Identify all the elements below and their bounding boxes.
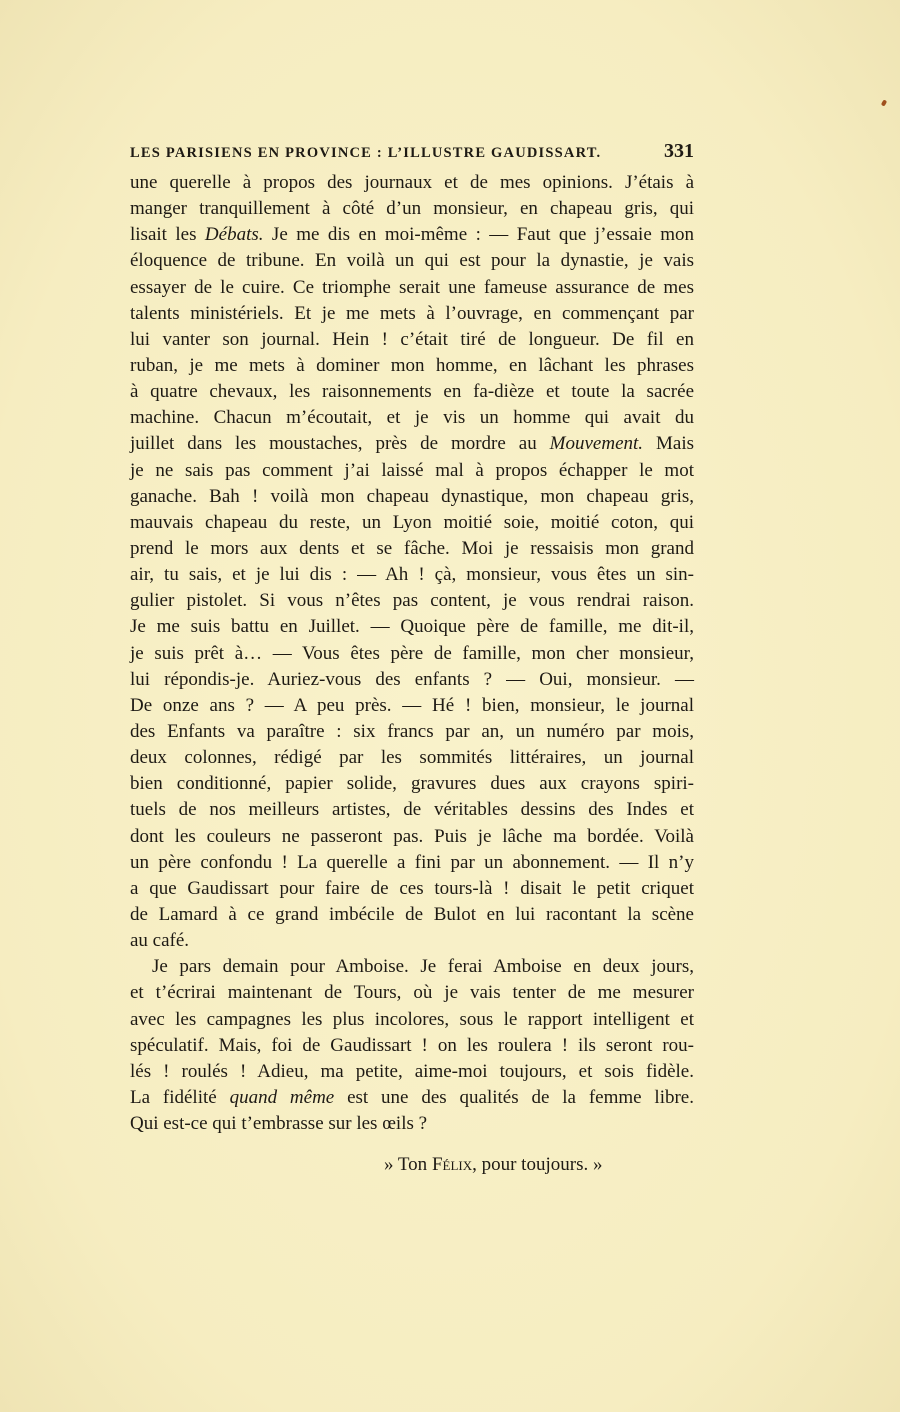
text-line [130,693,694,719]
text-line [130,431,694,457]
text-line [130,1007,694,1033]
text-line [130,196,694,222]
running-header [130,140,694,164]
running-title: LES PARISIENS EN PROVINCE : L’ILLUSTRE GAUDISSART. [130,145,602,161]
text-line [130,824,694,850]
signature-open: » Ton [384,1154,432,1175]
text-line [130,379,694,405]
text-line [130,614,694,640]
text-segment: air, tu sais, et je lui dis : — Ah ! çà, monsieur, vous êtes un sin- [130,564,694,586]
text-segment: manger tranquillement à côté d’un monsieur, en chapeau gris, qui [130,198,694,220]
text-line [130,928,694,954]
text-line [130,275,694,301]
text-segment: Mais [643,433,694,455]
text-segment: juillet dans les moustaches, près de mordre au [130,433,550,455]
text-segment: Qui est-ce qui t’embrasse sur les œils ? [130,1113,428,1135]
text-segment: prend le mors aux dents et se fâche. Moi je ressaisis mon grand [130,537,694,559]
text-line [130,954,694,980]
text-segment: ruban, je me mets à dominer mon homme, en lâchant les phrases [130,354,694,376]
text-line [130,641,694,667]
text-segment: des Enfants va paraître : six francs par an, un numéro par mois, [130,720,694,742]
italic-title: quand même [229,1086,335,1108]
body-text [130,170,694,1137]
text-line [130,1059,694,1085]
text-line [130,667,694,693]
text-segment: est une des qualités de la femme libre. [334,1086,694,1108]
text-segment: essayer de le cuire. Ce triomphe serait une fameuse assurance de mes [130,276,694,298]
text-segment: a que Gaudissart pour faire de ces tours-là ! disait le petit criquet [130,877,694,899]
page-number: 331 [664,140,694,162]
text-segment: et t’écrirai maintenant de Tours, où je vais tenter de me mesurer [130,982,694,1004]
signature-name: Félix [431,1154,473,1175]
text-line [130,510,694,536]
text-line [130,850,694,876]
text-segment: lés ! roulés ! Adieu, ma petite, aime-moi toujours, et sois fidèle. [130,1060,694,1082]
text-segment: avec les campagnes les plus incolores, sous le rapport intelligent et [130,1008,694,1030]
text-segment: Je me suis battu en Juillet. — Quoique père de famille, me dit-il, [130,616,694,638]
text-segment: un père confondu ! La querelle a fini par un abonnement. — Il n’y [130,851,694,873]
text-line [130,771,694,797]
letter-signature [384,1152,602,1178]
text-segment: Je pars demain pour Amboise. Je ferai Amboise en deux jours, [152,956,694,978]
text-line [130,170,694,196]
text-segment: je ne sais pas comment j’ai laissé mal à propos échapper le mot [130,459,694,481]
text-line [130,458,694,484]
text-segment: De onze ans ? — A peu près. — Hé ! bien, monsieur, le journal [130,694,694,716]
text-line [130,719,694,745]
text-segment: Je me dis en moi-même : — Faut que j’essaie mon [263,224,694,246]
text-segment: lui répondis-je. Auriez-vous des enfants ? — Oui, monsieur. — [130,668,694,690]
text-segment: éloquence de tribune. En voilà un qui est pour la dynastie, je vais [130,250,694,272]
text-line [130,588,694,614]
text-segment: gulier pistolet. Si vous n’êtes pas content, je vous rendrai raison. [130,590,694,612]
text-line [130,876,694,902]
text-line [130,405,694,431]
text-line [130,327,694,353]
text-segment: lisait les [130,224,205,246]
text-segment: je suis prêt à… — Vous êtes père de famille, mon cher monsieur, [130,642,694,664]
text-segment: spéculatif. Mais, foi de Gaudissart ! on les roulera ! ils seront rou- [130,1034,694,1056]
text-line [130,980,694,1006]
text-segment: ganache. Bah ! voilà mon chapeau dynastique, mon chapeau gris, [130,485,694,507]
ink-mark [881,99,887,106]
italic-title: Mouvement. [549,433,644,455]
text-segment: de Lamard à ce grand imbécile de Bulot en lui racontant la scène [130,903,694,925]
text-segment: une querelle à propos des journaux et de mes opinions. J’étais à [130,172,694,193]
text-line [130,301,694,327]
text-line [130,536,694,562]
text-segment: La fidélité [130,1086,230,1108]
text-segment: machine. Chacun m’écoutait, et je vis un homme qui avait du [130,407,694,429]
text-segment: mauvais chapeau du reste, un Lyon moitié soie, moitié coton, qui [130,511,694,533]
text-segment: à quatre chevaux, les raisonnements en fa-dièze et toute la sacrée [130,381,694,403]
text-segment: dont les couleurs ne passeront pas. Puis je lâche ma bordée. Voilà [130,825,694,847]
text-segment: deux colonnes, rédigé par les sommités littéraires, un journal [130,747,694,769]
signature-close: , pour toujours. » [472,1154,603,1175]
text-segment: lui vanter son journal. Hein ! c’était tiré de longueur. De fil en [130,328,694,350]
text-segment: talents ministériels. Et je me mets à l’ouvrage, en commençant par [130,302,694,324]
text-line [130,248,694,274]
text-segment: au café. [130,930,190,952]
text-line [130,222,694,248]
text-line [130,353,694,379]
text-line [130,902,694,928]
text-line [130,745,694,771]
text-line [130,562,694,588]
text-line [130,797,694,823]
text-line [130,1085,694,1111]
italic-title: Débats. [204,224,264,246]
text-line [130,1111,694,1137]
text-line [130,484,694,510]
text-segment: tuels de nos meilleurs artistes, de véritables dessins des Indes et [130,799,694,821]
text-segment: bien conditionné, papier solide, gravures dues aux crayons spiri- [130,773,694,795]
text-line [130,1033,694,1059]
